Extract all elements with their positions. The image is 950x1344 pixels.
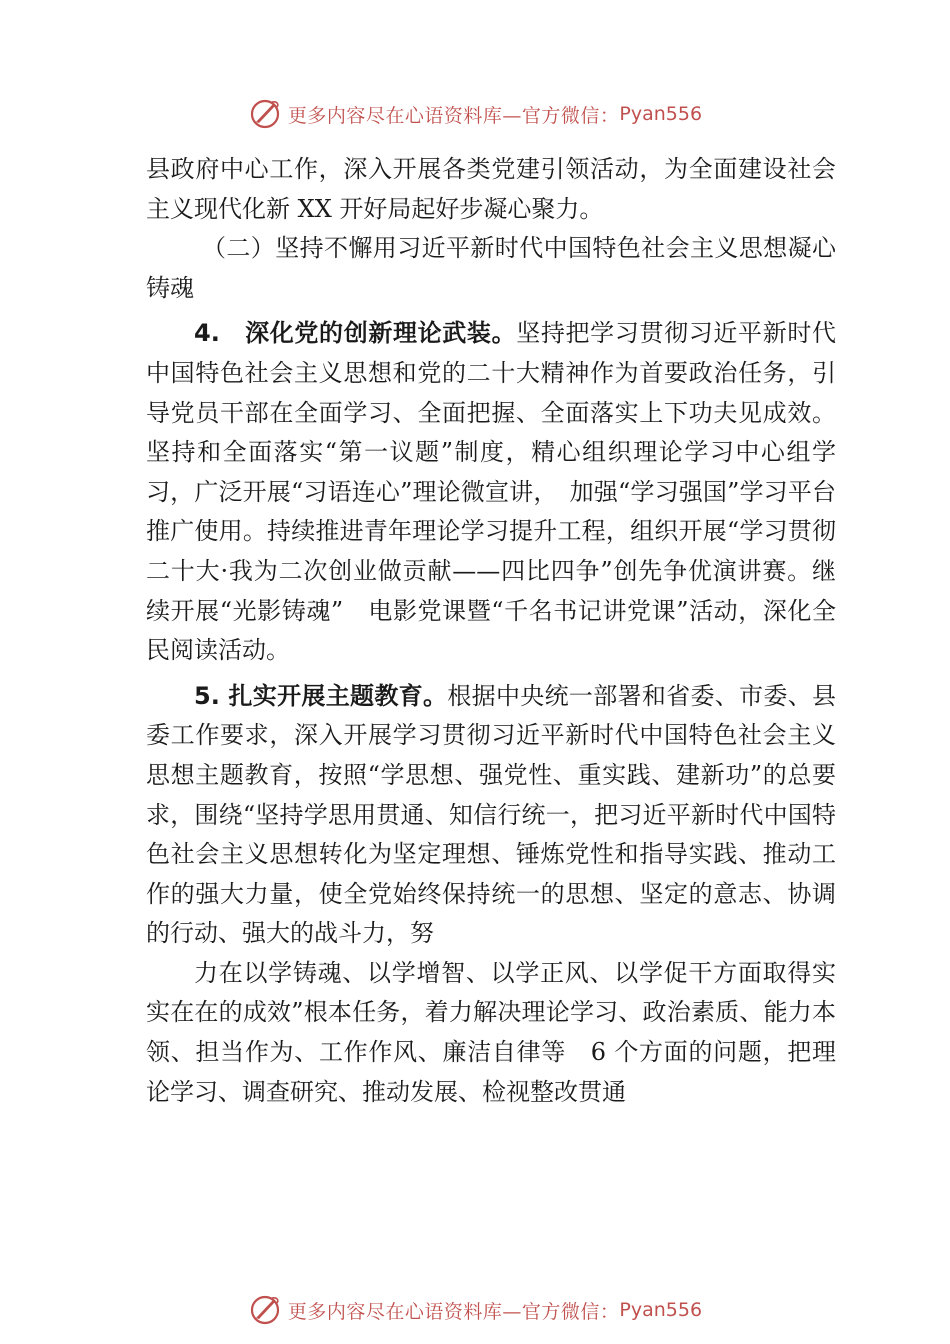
item-5-continuation-text: 力在以学铸魂、以学增智、以学正风、以学促干方面取得实实在在的成效”根本任务，着力解决理论学习、政治素质、能力本领、担当作为、工作作风、廉洁自律等 6 个方面的问题，把理论学习、调查研究、推动发展、检视整改贯通 (146, 958, 836, 1106)
watermark-text: 更多内容尽在心语资料库—官方微信： (287, 104, 620, 127)
item-5-paragraph (146, 677, 836, 954)
footer-watermark (0, 1290, 950, 1330)
document-body (146, 150, 836, 1112)
item-5-heading: 5. 扎实开展主题教育。 (194, 681, 448, 710)
item-4-paragraph (146, 314, 836, 670)
watermark-wechat-id: Pyan556 (619, 1299, 703, 1321)
item-5-text: 根据中央统一部署和省委、市委、县委工作要求，深入开展学习贯彻习近平新时代中国特色社会主义思想主题教育，按照“学思想、强党性、重实践、建新功”的总要求，围绕“坚持学思用贯通、知信行统一，把习近平新时代中国特色社会主义思想转化为坚定理想、锤炼党性和指导实践、推动工作的强大力量，使全党始终保持统一的思想、坚定的意志、协调的行动、强大的战斗力，努 (146, 681, 837, 948)
section-heading-2 (146, 229, 836, 308)
item-5-continuation-paragraph (146, 954, 836, 1112)
item-4-text: 坚持把学习贯彻习近平新时代中国特色社会主义思想和党的二十大精神作为首要政治任务，引导党员干部在全面学习、全面把握、全面落实上下功夫见成效。坚持和全面落实“第一议题”制度，精心组织理论学习中心组学习，广泛开展“习语连心”理论微宣讲， 加强“学习强国”学习平台推广使用。持续推进青年理论学习提升工程，组织开展“学习贯彻二十大·我为二次创业做贡献——四比四争”创先争优演讲赛。继续开展“光影铸魂” 电影党课暨“千名书记讲党课”活动，深化全民阅读活动。 (146, 319, 836, 665)
paragraph-text: 县政府中心工作，深入开展各类党建引领活动，为全面建设社会主义现代化新 XX 开好局起好步凝心聚力。 (146, 155, 836, 223)
watermark-wechat-id: Pyan556 (619, 103, 703, 125)
item-4-heading: 4. 深化党的创新理论武装。 (194, 319, 517, 348)
quill-seal-icon (248, 1293, 282, 1327)
paragraph-continuation (146, 150, 836, 229)
header-watermark (0, 94, 950, 134)
section-heading-text: （二）坚持不懈用习近平新时代中国特色社会主义思想凝心铸魂 (146, 234, 836, 302)
quill-seal-icon (248, 97, 282, 131)
watermark-text: 更多内容尽在心语资料库—官方微信： (287, 1300, 620, 1323)
